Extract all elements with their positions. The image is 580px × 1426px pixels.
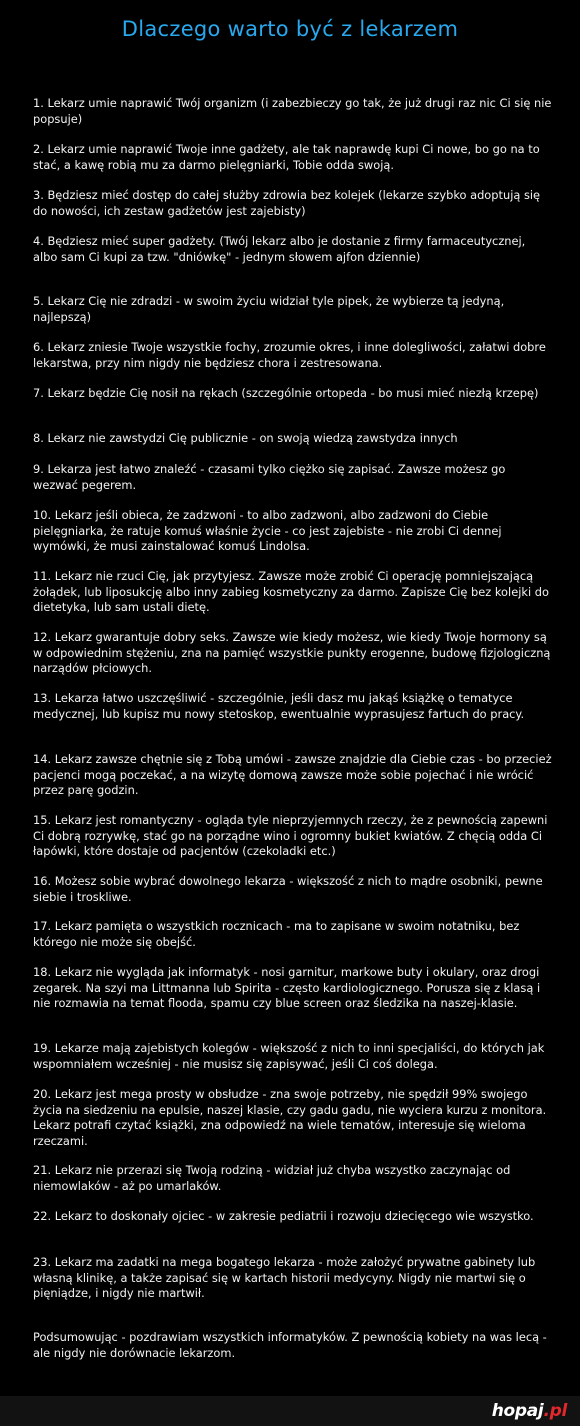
list-item: 5. Lekarz Cię nie zdradzi - w swoim życiu widział tyle pipek, że wybierze tą jedyną, najlepszą) [33,294,505,324]
list-item: 12. Lekarz gwarantuje dobry seks. Zawsze wie kiedy możesz, wie kiedy Twoje hormony są w odpowiednim stężeniu, zna na pamięć wszystkie punkty erogenne, budowę fizjologiczną narządów płciowych. [33,630,551,675]
list-item: 13. Lekarza łatwo uszczęśliwić - szczególnie, jeśli dasz mu jakąś książkę o tematyce medycznej, lub kupisz mu nowy stetoskop, ewentualnie wyprasujesz fartuch do pracy. [33,691,525,721]
list-item: 11. Lekarz nie rzuci Cię, jak przytyjesz. Zawsze może zrobić Ci operację pomniejszającą żołądek, lub liposukcję albo inny zabieg kosmetyczny za darmo. Zapisze Cię bez kolejki do dietetyka, lub sam ustali dietę. [33,569,549,614]
list-item: 6. Lekarz zniesie Twoje wszystkie fochy, zrozumie okres, i inne dolegliwości, załatwi dobre lekarstwa, przy nim nigdy nie będziesz chora i zestresowana. [33,340,546,370]
site-logo [492,1400,567,1422]
list-item: 1. Lekarz umie naprawić Twój organizm (i zabezbieczy go tak, że już drugi raz nic Ci się nie popsuje) [33,96,552,126]
list-item: 19. Lekarze mają zajebistych kolegów - większość z nich to inni specjaliści, do których jak wspomniałem wcześniej - nie musisz się zapisywać, jeśli Ci coś dolega. [33,1041,545,1071]
list-item: 16. Możesz sobie wybrać dowolnego lekarza - większość z nich to mądre osobniki, pewne siebie i troskliwe. [33,874,543,904]
list-item: 2. Lekarz umie naprawić Twoje inne gadżety, ale tak naprawdę kupi Ci nowe, bo go na to stać, a kawę robią mu za darmo pielęgniarki, Tobie odda swoją. [33,142,540,172]
logo-domain-suffix: .pl [543,1401,567,1421]
list-item: 18. Lekarz nie wygląda jak informatyk - nosi garnitur, markowe buty i okulary, oraz drogi zegarek. Na szyi ma Littmanna lub Spirita - często kardiologicznego. Porusza się z klasą i nie rozmawia na temat flooda, spamu czy blue screen oraz śledzika na naszej-klasie. [33,965,541,1010]
list-item: 15. Lekarz jest romantyczny - ogląda tyle nieprzyjemnych rzeczy, że z pewnością zapewni Ci dobrą rozrywkę, stać go na porządne wino i ogromny bukiet kwiatów. Z chęcią odda Ci łapówki, które dostaje od pacjentów (czekoladki etc.) [33,813,548,858]
list-item: 22. Lekarz to doskonały ojciec - w zakresie pediatrii i rozwoju dziecięcego wie wszystko. [33,1209,534,1223]
list-item: 4. Będziesz mieć super gadżety. (Twój lekarz albo je dostanie z firmy farmaceutycznej, albo sam Ci kupi za tzw. "dniówkę" - jednym słowem ajfon dziennie) [33,234,526,264]
list-item: 10. Lekarz jeśli obieca, że zadzwoni - to albo zadzwoni, albo zadzwoni do Ciebie pielęgniarka, że ratuje komuś właśnie życie - co jest zajebiste - nie zrobi Ci dennej wymówki, że musi zainstalować komuś Lindolsa. [33,508,502,553]
list-item: 7. Lekarz będzie Cię nosił na rękach (szczególnie ortopeda - bo musi mieć niezłą krzepę) [33,386,539,400]
logo-main-text: hopaj [491,1401,544,1421]
summary-paragraph: Podsumowując - pozdrawiam wszystkich informatyków. Z pewnością kobiety na was lecą - ale nigdy nie dorównacie lekarzom. [33,1330,547,1360]
list-item: 21. Lekarz nie przerazi się Twoją rodziną - widział już chyba wszystko zaczynając od niemowlaków - aż po umarlaków. [33,1163,511,1193]
list-item: 8. Lekarz nie zawstydzi Cię publicznie - on swoją wiedzą zawstydza innych [33,431,458,445]
list-item: 14. Lekarz zawsze chętnie się z Tobą umówi - zawsze znajdzie dla Ciebie czas - bo przecież pacjenci mogą poczekać, a na wizytę domową zawsze może sobie pojechać i nie wrócić przez parę godzin. [33,752,552,797]
list-item: 3. Będziesz mieć dostęp do całej służby zdrowia bez kolejek (lekarze szybko adoptują się do nowości, ich zestaw gadżetów jest zajebisty) [33,188,541,218]
page-title: Dlaczego warto być z lekarzem [121,17,459,41]
list-item: 23. Lekarz ma zadatki na mega bogatego lekarza - może założyć prywatne gabinety lub własną klinikę, a także zapisać się w kartach historii medycyny. Nigdy nie martwi się o pięniądze, i nigdy nie martwił. [33,1255,536,1300]
list-item: 9. Lekarza jest łatwo znaleźć - czasami tylko ciężko się zapisać. Zawsze możesz go wezwać pegerem. [33,462,506,492]
list-item: 17. Lekarz pamięta o wszystkich rocznicach - ma to zapisane w swoim notatniku, bez którego nie może się obejść. [33,919,520,949]
list-item: 20. Lekarz jest mega prosty w obsłudze - zna swoje potrzeby, nie spędził 99% swojego życia na siedzeniu na epulsie, naszej klasie, czy gadu gadu, nie wyciera kurzu z monitora. Lekarz potrafi czytać książki, zna odpowiedź na wiele tematów, interesuje się wieloma rzeczami. [33,1087,547,1148]
